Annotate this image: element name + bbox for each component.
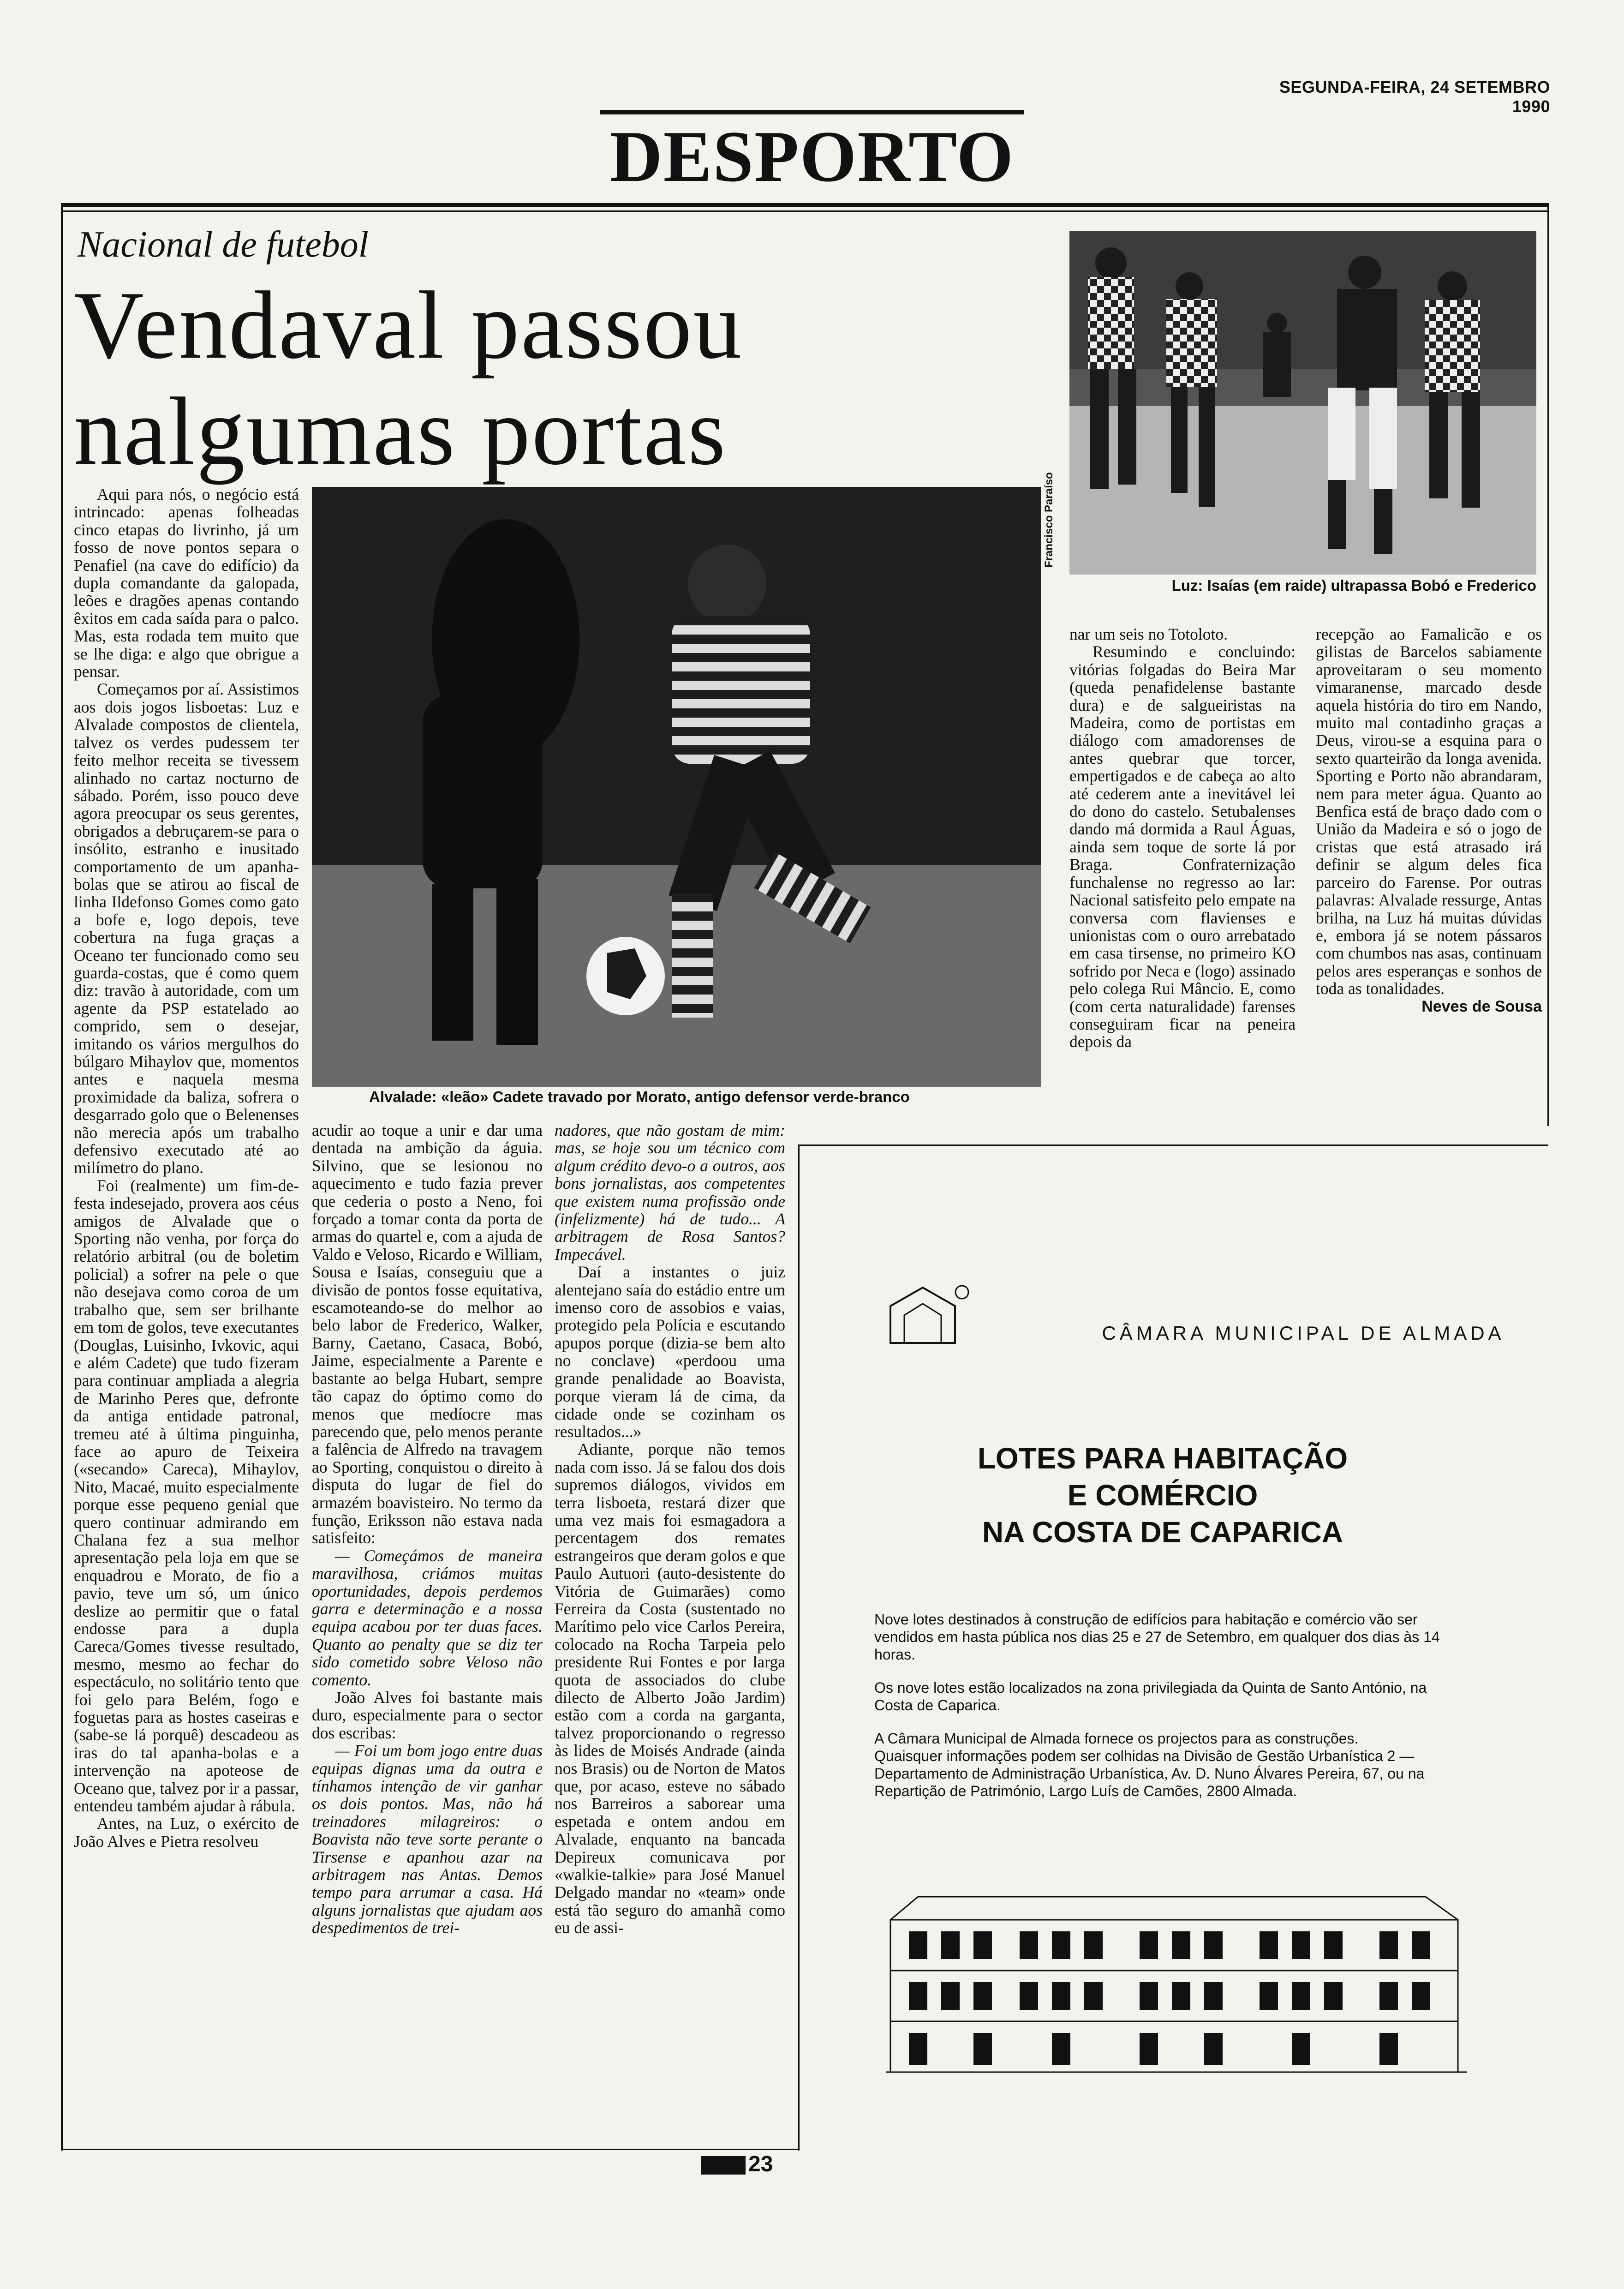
photo-alvalade [312, 487, 1041, 1087]
col2-quote: — Começámos de maneira maravilhosa, criámos muitas oportunidades, depois perdemos garra e determinação e a nossa equipa acabou por ter duas faces. Quanto ao penalty que se diz ter sido cometido sobre Veloso não comento. [312, 1546, 543, 1689]
ad-municipality-name: CÂMARA MUNICIPAL DE ALMADA [1102, 1322, 1505, 1344]
col4-paragraph: Resumindo e concluindo: vitórias folgadas do Beira Mar (queda penafidelense bastante dura) e de salgueiristas na Madeira, como de portistas em diálogo com amadorenses de antes quebrar que torcer, empertigados e de cabeça ao alto até cederem ante a inevitável lei do dono do castelo. Setubalenses dando má dormida a Raul Águas, ainda sem toque de sorte lá por Braga. Confraternização funchalense no regresso ao lar: Nacional satisfeito pelo empate na conversa com flavienses e unionistas com o ouro arrebatado em casa tirsense, no primeiro KO sofrido por Neca e (logo) assinado pelo colega Rui Mâncio. E, como (com certa naturalidade) farenses conseguiram ficar na peneira depois da [1069, 642, 1296, 1051]
publication-logo-icon [701, 2156, 746, 2175]
ad-paragraph-1: Nove lotes destinados à construção de edifícios para habitação e comércio vão ser vendidos em hasta pública nos dias 25 e 27 de Setembro, em qualquer dos dias às 14 horas. [874, 1611, 1440, 1663]
article-signature: Neves de Sousa [1421, 997, 1542, 1015]
ad-body [874, 1611, 1456, 1816]
frame-left-rule [61, 203, 63, 2151]
col3-quote: nadores, que não gostam de mim: mas, se hoje sou um técnico com algum crédito devo-o a outros, aos bons jornalistas, aos competentes que existem numa profissão onde (infelizmente) há de tudo... A arbitragem de Rosa Santos? Impecável. [555, 1121, 785, 1264]
col5-paragraph: recepção ao Famalicão e os gilistas de Barcelos sabiamente aproveitaram o seu momento vimaranense, marcado desde aquela história do tiro em Nando, muito mal contadinho graças a Deus, virou-se a esquina para o sexto quarteirão da longa avenida. Sporting e Porto não abrandaram, nem para meter água. Quanto ao Benfica está de braço dado com o União da Madeira e só o jogo de cristas que está atrasado irá definir se algum deles fica parceiro do Farense. Por outras palavras: Alvalade ressurge, Antas brilha, na Luz há muitas dúvidas e, embora já se notem pássaros com chumbos nas asas, continuam pelos ares esperanças e sonhos de toda as tonalidades. [1316, 625, 1542, 998]
article-column-5 [1316, 625, 1542, 1015]
municipality-logo-icon [886, 1278, 983, 1348]
frame-top-rule-thin [61, 210, 1549, 212]
col1-paragraph: Foi (realmente) um fim-de-festa indesejado, provera aos céus amigos de Alvalade que o Sporting não venha, por força do relatório arbitral (ou de boletim policial) a sofrer na pele o que não desejava como coroa de um trabalho que, sem ser brilhante em tom de golos, teve executantes (Douglas, Luisinho, Ivkovic, aqui e além Cadete) que tudo fizeram para continuar ampliada a alegria de Marinho Peres que, defronte da antiga entidade patronal, tremeu até à última pinguinha, face ao apuro de Teixeira («secando» Careca), Mihaylov, Nito, Macaé, muito especialmente porque esse pequeno genial que quero continuar admirando em Chalana fez a sua melhor apresentação pela loja em que se enquadrou e Morato, de fio a pavio, teve um só, um único deslize ao permitir que o fatal endosse para a dupla Careca/Gomes tivesse resultado, mesmo, mesmo ao fechar do espectáculo, no solitário tento que foi gelo para Belém, fogo e foguetas para as hostes caseiras e (sabe-se lá porquê) descadeou as iras do tal apanha-bolas e a intervenção na apoteose de Oceano que, talvez por ir a passar, entendeu também ajudar à rábula. [74, 1176, 299, 1816]
section-rule [600, 110, 1024, 114]
ad-paragraph-2: Os nove lotes estão localizados na zona privilegiada da Quinta de Santo António, na Costa de Caparica. [874, 1679, 1427, 1714]
ad-title [863, 1440, 1463, 1551]
page-number [701, 2151, 773, 2177]
photo-luz [1069, 231, 1536, 575]
page-number-value: 23 [748, 2152, 773, 2176]
ad-title-line-2: E COMÉRCIO [1067, 1479, 1258, 1512]
col2-paragraph: acudir ao toque a unir e dar uma dentada na ambição da águia. Silvino, que se lesionou no aquecimento e tudo fazia prever que cederia o posto a Neno, foi forçado a tomar conta da porta de armas do quartel e, com a ajuda de Valdo e Veloso, Ricardo e William, Sousa e Isaías, conseguiu que a divisão de pontos fosse equitativa, escamoteando-se do melhor ao belo labor de Frederico, Walker, Barny, Caetano, Casaca, Bobó, Jaime, especialmente a Parente e bastante ao belga Hubart, sempre tão capaz do óptimo como do menos que medíocre mas parecendo que, pelo menos perante a falência de Alfredo na travagem ao Sporting, conquistou o direito à disputa do lugar de fiel do armazém boavisteiro. No termo da função, Eriksson não estava nada satisfeito: [312, 1121, 543, 1547]
photo-alvalade-caption: Alvalade: «leão» Cadete travado por Morato, antigo defensor verde-branco [369, 1088, 910, 1105]
section-title: DESPORTO [609, 116, 1015, 197]
frame-top-rule [61, 203, 1549, 207]
col1-paragraph: Aqui para nós, o negócio está intrincado: apenas folheadas cinco etapas do livrinho, já um fosso de nove pontos separa o Penafiel (na cave do edifício) da dupla comandante da galopada, leões e dragões apenas contando êxitos em cada saída para o palco. Mas, esta rodada tem muito que se lhe diga: e algo que obrigue a pensar. [74, 485, 299, 681]
article-column-1 [74, 485, 299, 1850]
photo-luz-caption: Luz: Isaías (em raide) ultrapassa Bobó e Frederico [1171, 577, 1536, 594]
article-headline [74, 272, 1043, 485]
article-column-3 [555, 1121, 785, 1937]
col3-paragraph: Daí a instantes o juiz alentejano saía do estádio entre um imenso coro de assobios e vaias, protegido pela Polícia e escutando apupos porque (dizia-se bem alto no conclave) «perdoou uma grande penalidade ao Boavista, porque vieram lá de cima, da cidade onde se cozinham os resultados...» [555, 1263, 785, 1441]
ad-paragraph-3: A Câmara Municipal de Almada fornece os projectos para as construções. [874, 1730, 1359, 1747]
headline-line-2: nalgumas portas [74, 378, 727, 485]
col1-paragraph: Começamos por aí. Assistimos aos dois jogos lisboetas: Luz e Alvalade compostos de clientela, talvez os verdes pudessem ter feito melhor receita se tivessem alinhado no cartaz nocturno de sábado. Porém, isso pouco deve agora preocupar os seus gerentes, obrigados a debruçarem-se para o insólito, estranho e inusitado comportamento de um apanha-bolas que se atirou ao fiscal de linha Ildefonso Gomes como gato a bofe e, logo depois, teve cobertura na fuga graças a Oceano ter funcionado como seu guarda-costas, que é como quem diz: travão à autoridade, com um agente da PSP estatelado ao comprido, sem o desejar, imitando os vários mergulhos do búlgaro Mihaylov que, momentos antes e naquela mesma proximidade da baliza, sofrera o desgarrado golo que o Belenenses não merecia após um trabalho defensivo executado até ao milímetro do plano. [74, 680, 299, 1177]
article-column-4 [1069, 625, 1296, 1051]
ad-title-line-3: NA COSTA DE CAPARICA [982, 1516, 1343, 1549]
col4-paragraph: nar um seis no Totoloto. [1069, 625, 1228, 643]
col1-paragraph: Antes, na Luz, o exército de João Alves e Pietra resolveu [74, 1814, 299, 1851]
headline-line-1: Vendaval passou [74, 272, 743, 379]
building-drawing-icon [881, 1855, 1472, 2086]
photo-luz-illustration [1069, 231, 1536, 575]
bottom-rule [61, 2149, 798, 2150]
article-column-2 [312, 1121, 543, 1937]
article-kicker: Nacional de futebol [78, 224, 369, 265]
col2-paragraph: João Alves foi bastante mais duro, especialmente para o sector dos escribas: [312, 1688, 543, 1742]
photo-alvalade-illustration [312, 487, 1041, 1087]
ad-frame-line [798, 1144, 1548, 1146]
col2-quote: — Foi um bom jogo entre duas equipas dignas uma da outra e tínhamos intenção de vir ganhar os dois pontos. Mas, não há treinadores milagreiros: o Boavista não teve sorte perante o Tirsense e apanhou azar na arbitragem nas Antas. Demos tempo para arrumar a casa. Há alguns jornalistas que ajudam aos despedimentos de trei- [312, 1741, 543, 1937]
issue-date: SEGUNDA-FEIRA, 24 SETEMBRO 1990 [1279, 78, 1550, 116]
col3-paragraph: Adiante, porque não temos nada com isso. Já se falou dos dois supremos diálogos, vividos em terra lisboeta, restará dizer que uma vez mais foi esmagadora a percentagem dos remates estrangeiros que deram golos e que Paulo Autuori (auto-desistente do Vitória de Guimarães) como Ferreira da Costa (sustentado no Marítimo pelo vice Carlos Pereira, colocado na Rocha Tarpeia pelo presidente Rui Fontes e por larga quota de associados do clube dilecto de Alberto João Jardim) estão com a corda na garganta, talvez proporcionando o regresso às lides de Moisés Andrade (ainda nos Brasis) ou de Norton de Matos que, por acaso, esteve no sábado nos Barreiros a saborear uma espetada e ontem andou em Alvalade, enquanto na bancada Depireux comunicava por «walkie-talkie» para José Manuel Delgado mandar no «team» onde está tão seguro do amanhã como eu de assi- [555, 1440, 785, 1937]
ad-title-line-1: LOTES PARA HABITAÇÃO [977, 1442, 1348, 1475]
photo-credit: Francisco Paraíso [1043, 472, 1055, 568]
ad-paragraph-4: Quaisquer informações podem ser colhidas na Divisão de Gestão Urbanística 2 — Departamento de Administração Urbanística, Av. D. Nuno Álvares Pereira, 67, ou na Repartição de Património, Largo Luís de Camões, 2800 Almada. [874, 1748, 1425, 1799]
advertisement [798, 1163, 1548, 2151]
frame-right-rule [1547, 203, 1549, 1126]
